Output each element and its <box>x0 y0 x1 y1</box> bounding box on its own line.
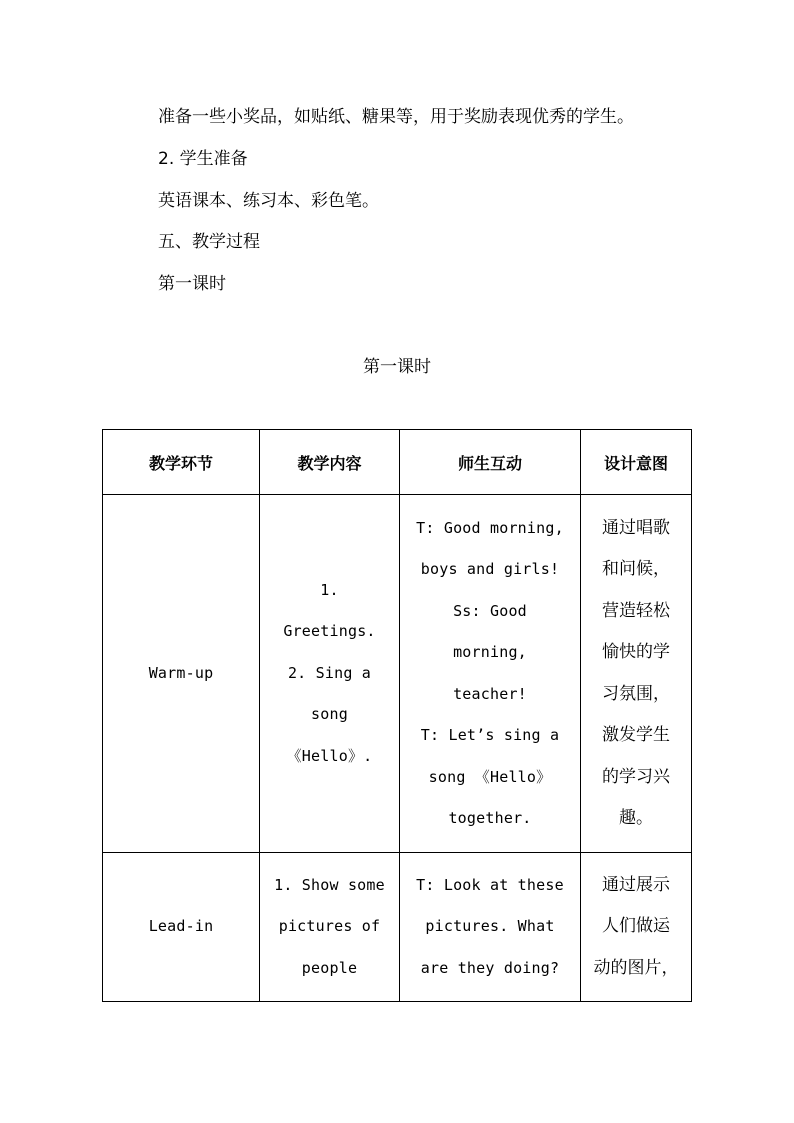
purpose-cell <box>581 495 692 853</box>
content-line: 1. Show some <box>274 875 385 894</box>
intro-line-prizes: 准备一些小奖品，如贴纸、糖果等，用于奖励表现优秀的学生。 <box>158 107 634 127</box>
purpose-line: 的学习兴 <box>602 766 670 787</box>
interaction-line: boys and girls! <box>420 560 560 578</box>
content-line: people <box>301 958 358 977</box>
header-stage: 教学环节 <box>103 430 260 495</box>
purpose-cell <box>581 853 692 1002</box>
purpose-line: 营造轻松 <box>602 600 670 621</box>
interaction-line: morning, <box>453 643 527 661</box>
interaction-line: are they doing? <box>420 958 560 977</box>
stage-cell <box>103 495 260 853</box>
purpose-line: 通过展示 <box>602 874 670 895</box>
content-line: 1. <box>320 580 339 599</box>
content-line: 《Hello》. <box>286 746 373 765</box>
interaction-line: teacher! <box>453 684 527 703</box>
interaction-cell <box>400 853 581 1002</box>
header-content: 教学内容 <box>260 430 400 495</box>
purpose-line: 趣。 <box>619 808 653 828</box>
table-caption: 第一课时 <box>363 357 431 377</box>
content-cell <box>260 853 400 1002</box>
purpose-line: 动的图片， <box>593 957 679 978</box>
intro-line-lesson-one: 第一课时 <box>158 274 226 294</box>
content-line: Greetings. <box>283 622 376 641</box>
header-purpose: 设计意图 <box>581 430 692 495</box>
purpose-line: 激发学生 <box>602 725 670 745</box>
purpose-line: 人们做运 <box>602 916 670 937</box>
lesson-plan-table <box>102 429 692 1002</box>
purpose-line: 和问候， <box>602 559 670 579</box>
intro-line-student-prep: 2. 学生准备 <box>158 149 248 169</box>
intro-line-teaching-process: 五、教学过程 <box>158 232 260 252</box>
purpose-line: 习氛围， <box>602 683 670 704</box>
interaction-line: Ss: Good <box>453 601 527 620</box>
interaction-cell <box>400 495 581 853</box>
interaction-line: T: Good morning, <box>416 518 564 537</box>
stage-cell <box>103 853 260 1002</box>
stage-label: Warm-up <box>148 663 214 682</box>
stage-label: Lead-in <box>148 917 214 936</box>
interaction-line: song 《Hello》 <box>428 767 552 786</box>
table-header-row <box>103 430 692 495</box>
interaction-line: together. <box>448 809 532 827</box>
content-line: 2. Sing a <box>287 663 372 682</box>
interaction-line: pictures. What <box>425 917 555 936</box>
interaction-line: T: Look at these <box>416 875 564 894</box>
header-interaction: 师生互动 <box>400 430 581 495</box>
purpose-line: 愉快的学 <box>602 642 670 662</box>
table-row <box>103 495 692 853</box>
content-line: pictures of <box>278 917 381 936</box>
purpose-line: 通过唱歌 <box>602 517 670 538</box>
intro-line-materials: 英语课本、练习本、彩色笔。 <box>158 191 379 211</box>
content-cell <box>260 495 400 853</box>
table-row <box>103 853 692 1002</box>
interaction-line: T: Let’s sing a <box>420 726 560 744</box>
content-line: song <box>311 705 348 724</box>
